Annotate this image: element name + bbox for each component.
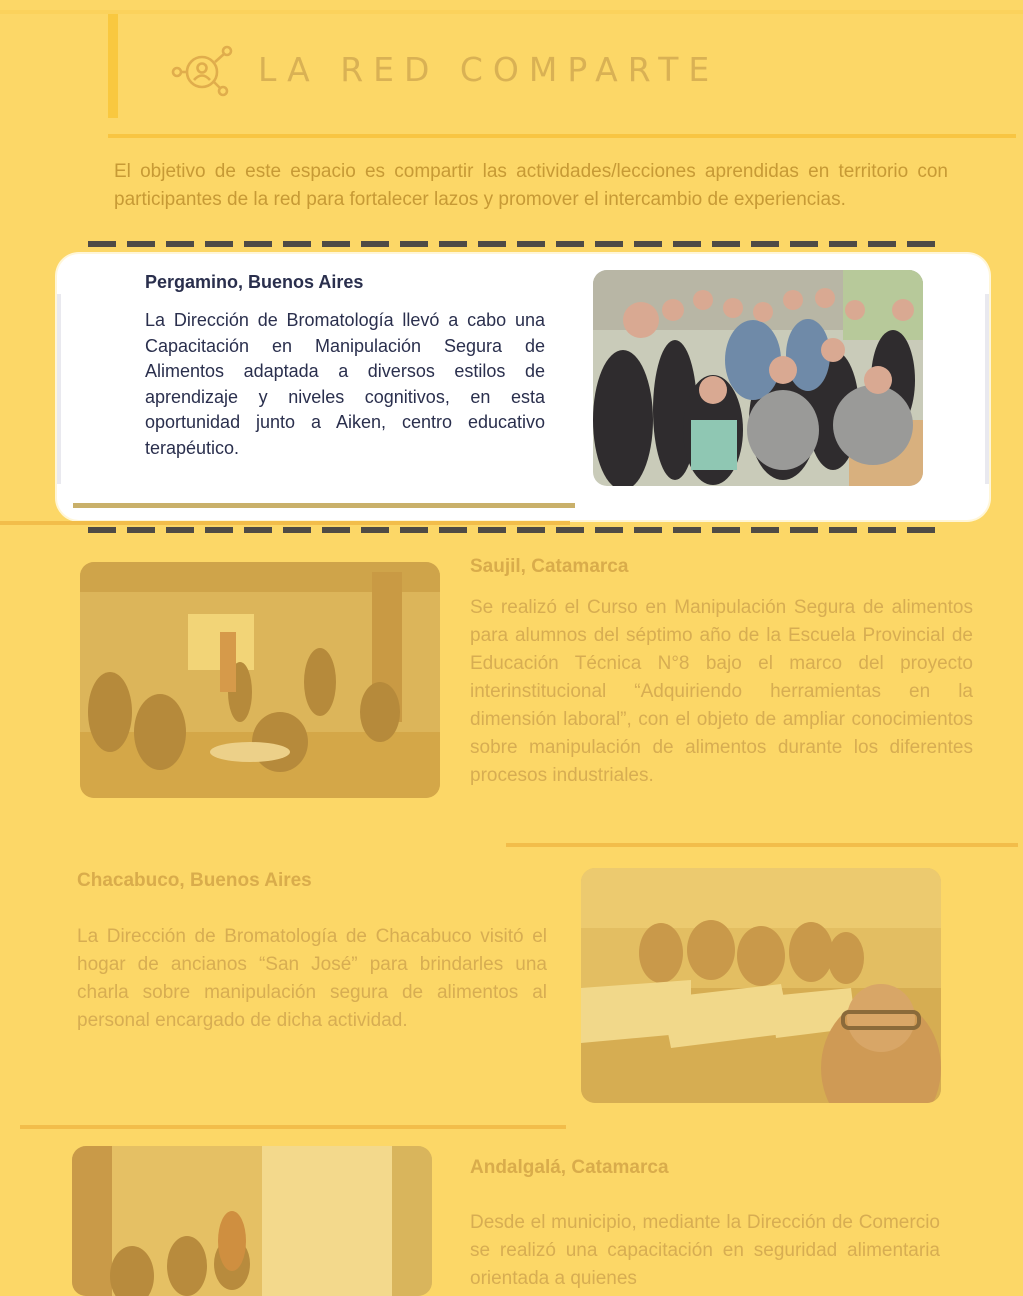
- dashed-divider-bottom: [88, 527, 938, 533]
- intro-text: El objetivo de este espacio es compartir las actividades/lecciones aprendidas en territorio con participantes de la red para fortalecer lazos y promover el intercambio de experiencias.: [114, 161, 948, 210]
- section-title: Andalgalá, Catamarca: [470, 1157, 669, 1178]
- dashed-divider-top: [88, 241, 938, 247]
- presentation-photo: [72, 1146, 432, 1296]
- dotted-divider-left: [20, 1125, 566, 1129]
- top-rule: [0, 10, 1023, 14]
- dotted-divider-right: [506, 843, 1018, 847]
- page-title: LA RED COMPARTE: [258, 50, 720, 89]
- dotted-divider: [73, 503, 575, 508]
- highlighted-section-card: [57, 254, 989, 520]
- section-text: La Dirección de Bromatología llevó a cabo una Capacitación en Manipulación Segura de Alimentos adaptada a diversos estilos de aprendizaje y niveles cognitivos, en esta oportunidad junto a Aiken, centro educativo terapéutico.: [145, 310, 545, 458]
- section-title: Pergamino, Buenos Aires: [145, 272, 364, 292]
- section-text: La Dirección de Bromatología de Chacabuco visitó el hogar de ancianos “San José” para brindarles una charla sobre manipulación segura de alimentos al personal encargado de dicha actividad.: [77, 926, 547, 1031]
- classroom-photo: [80, 562, 440, 798]
- section-title: Chacabuco, Buenos Aires: [77, 870, 312, 891]
- card-edge-right: [985, 294, 989, 484]
- header-accent-bar: [108, 14, 118, 118]
- card-edge-left: [57, 294, 61, 484]
- network-person-icon: [170, 44, 234, 98]
- header-divider: [108, 134, 1016, 138]
- selfie-group-photo: [581, 868, 941, 1103]
- dotted-divider-left: [0, 521, 570, 525]
- section-text: Desde el municipio, mediante la Dirección de Comercio se realizó una capacitación en seguridad alimentaria orientada a quienes: [470, 1212, 940, 1289]
- section-text: Se realizó el Curso en Manipulación Segura de alimentos para alumnos del séptimo año de la Escuela Provincial de Educación Técnica N°8 bajo el marco del proyecto interinstitucional “Adquiriendo herramientas en la dimensión laboral”, con el objeto de ampliar conocimientos sobre manipulación de alimentos durante los diferentes procesos industriales.: [470, 597, 973, 786]
- group-photo: [593, 270, 923, 486]
- section-title: Saujil, Catamarca: [470, 556, 629, 577]
